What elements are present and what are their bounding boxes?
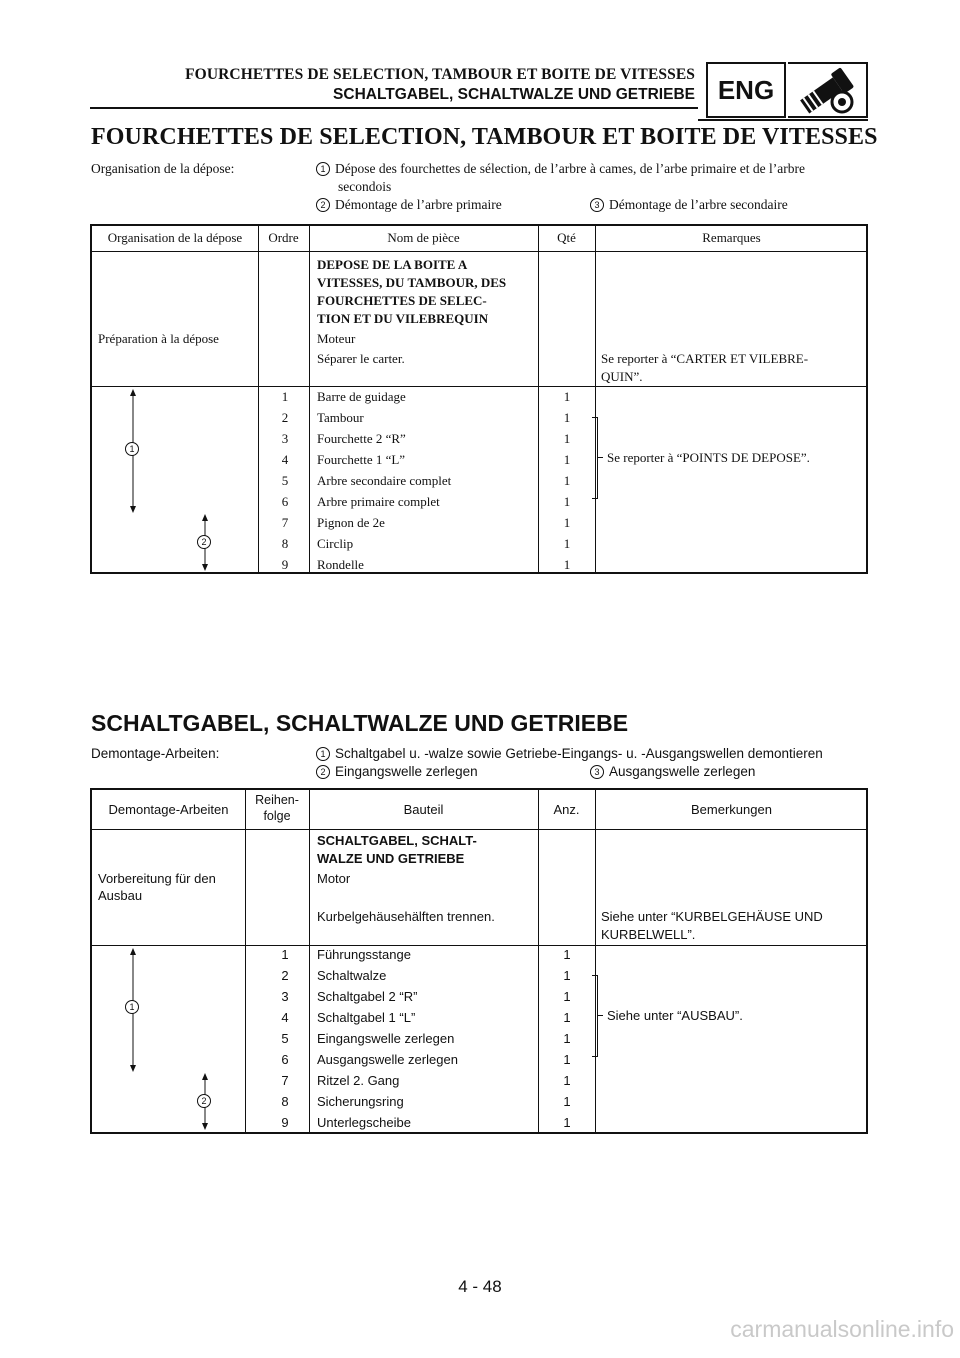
row-qty: 1 (563, 1094, 571, 1109)
col-header: Ordre (268, 230, 299, 245)
col-header: Bauteil (403, 801, 444, 817)
org-item-fr-2: 2 Démontage de l’arbre primaire (316, 197, 502, 213)
group-label-1: 1 (125, 1000, 139, 1014)
prep-title-line: DEPOSE DE LA BOITE A (317, 257, 468, 272)
header-title-fr: FOURCHETTES DE SELECTION, TAMBOUR ET BOITE DE VITESSES (185, 66, 695, 83)
page-number: 4 - 48 (458, 1277, 502, 1296)
row-part: Schaltwalze (317, 968, 387, 983)
row-order: 7 (281, 515, 289, 530)
row-qty: 1 (563, 389, 571, 404)
row-part: Ritzel 2. Gang (317, 1073, 400, 1088)
prep-title-line: WALZE UND GETRIEBE (317, 851, 465, 866)
group-arrows (92, 386, 258, 574)
row-order: 5 (281, 473, 289, 488)
row-part: Arbre primaire complet (317, 494, 440, 509)
row-order: 8 (281, 536, 289, 551)
row-qty: 1 (563, 473, 571, 488)
circled-number: 1 (316, 747, 330, 761)
removal-table-de (90, 788, 868, 1134)
org-item-fr-3: 3 Démontage de l’arbre secondaire (590, 197, 788, 213)
col-header-order: Reihen- folge (255, 793, 299, 823)
org-item-de-3: 3 Ausgangswelle zerlegen (590, 764, 755, 779)
row-qty: 1 (563, 1052, 571, 1067)
row-qty: 1 (563, 410, 571, 425)
wrench-bolt-icon (788, 64, 866, 118)
org-item-fr-1-cont: secondois (338, 179, 392, 194)
row-qty: 1 (563, 1115, 571, 1130)
row-order: 3 (281, 989, 289, 1004)
row-part: Barre de guidage (317, 389, 406, 404)
prep-remark: Siehe unter “KURBELGEHÄUSE UND (601, 909, 823, 924)
prep-title-line: SCHALTGABEL, SCHALT- (317, 833, 477, 848)
eng-badge: ENG (706, 62, 786, 118)
prep-item: Moteur (317, 331, 356, 346)
prep-title-line: VITESSES, DU TAMBOUR, DES (317, 275, 507, 290)
prep-item: Motor (317, 871, 351, 886)
bracket-remark: Se reporter à “POINTS DE DEPOSE”. (607, 450, 810, 465)
group-label-2: 2 (197, 1094, 211, 1108)
row-order: 9 (281, 1115, 289, 1130)
circled-number: 2 (316, 765, 330, 779)
circled-number: 2 (316, 198, 330, 212)
row-part: Fourchette 2 “R” (317, 431, 406, 446)
prep-item: Séparer le carter. (317, 351, 405, 366)
row-order: 8 (281, 1094, 289, 1109)
org-label-de: Demontage-Arbeiten: (91, 746, 220, 761)
prep-remark: KURBELWELL”. (601, 927, 696, 942)
row-part: Pignon de 2e (317, 515, 385, 530)
row-order: 7 (281, 1073, 289, 1088)
row-part: Unterlegscheibe (317, 1115, 411, 1130)
row-part: Circlip (317, 536, 354, 551)
row-qty: 1 (563, 494, 571, 509)
watermark: carmanualsonline.info (730, 1316, 954, 1342)
col-header: Nom de pièce (387, 230, 460, 245)
row-order: 6 (281, 1052, 289, 1067)
row-order: 4 (281, 452, 289, 467)
row-qty: 1 (563, 515, 571, 530)
row-part: Sicherungsring (317, 1094, 404, 1109)
row-order: 2 (281, 410, 289, 425)
icon-box (788, 62, 868, 118)
col-header: Organisation de la dépose (107, 230, 243, 245)
removal-table-fr (90, 224, 868, 574)
circled-number: 3 (590, 198, 604, 212)
row-order: 6 (281, 494, 289, 509)
prep-label: Préparation à la dépose (98, 331, 219, 346)
row-order: 5 (281, 1031, 289, 1046)
col-header: Anz. (553, 801, 580, 817)
row-part: Eingangswelle zerlegen (317, 1031, 455, 1046)
row-part: Schaltgabel 1 “L” (317, 1010, 416, 1025)
row-part: Tambour (317, 410, 364, 425)
header-title-de: SCHALTGABEL, SCHALTWALZE UND GETRIEBE (333, 86, 695, 103)
circled-number: 3 (590, 765, 604, 779)
prep-item: Kurbelgehäusehälften trennen. (317, 909, 495, 924)
row-qty: 1 (563, 968, 571, 983)
org-item-de-2: 2 Eingangswelle zerlegen (316, 764, 478, 779)
col-header: Bemerkungen (691, 801, 772, 817)
group-label-2: 2 (197, 535, 211, 549)
row-part: Fourchette 1 “L” (317, 452, 406, 467)
row-order: 2 (281, 968, 289, 983)
col-header: Remarques (702, 230, 761, 245)
bracket-remark: Siehe unter “AUSBAU”. (607, 1008, 743, 1023)
row-qty: 1 (563, 536, 571, 551)
row-qty: 1 (563, 1010, 571, 1025)
prep-remark: QUIN”. (601, 369, 643, 384)
org-label-fr: Organisation de la dépose: (91, 161, 235, 176)
section-title-fr: FOURCHETTES DE SELECTION, TAMBOUR ET BOITE DE VITESSES (91, 124, 878, 150)
row-part: Arbre secondaire complet (317, 473, 452, 488)
row-qty: 1 (563, 947, 571, 962)
row-order: 3 (281, 431, 289, 446)
row-order: 4 (281, 1010, 289, 1025)
org-item-de-1: 1 Schaltgabel u. -walze sowie Getriebe-Eingangs- u. -Ausgangswellen demontieren (316, 746, 823, 761)
bracket (592, 975, 598, 1057)
prep-title-line: TION ET DU VILEBREQUIN (317, 311, 489, 326)
circled-number: 1 (316, 162, 330, 176)
row-order: 1 (281, 389, 289, 404)
row-part: Rondelle (317, 557, 364, 572)
row-qty: 1 (563, 1073, 571, 1088)
bracket (592, 417, 598, 499)
section-title-de: SCHALTGABEL, SCHALTWALZE UND GETRIEBE (91, 710, 629, 736)
org-item-fr-1: 1 Dépose des fourchettes de sélection, de l’arbre à cames, de l’arbe primaire et de l’arbre (316, 161, 805, 177)
row-qty: 1 (563, 989, 571, 1004)
group-label-1: 1 (125, 442, 139, 456)
row-part: Ausgangswelle zerlegen (317, 1052, 458, 1067)
col-header: Qté (557, 230, 576, 245)
prep-label: Ausbau (98, 888, 143, 903)
prep-label: Vorbereitung für den (98, 871, 216, 886)
row-qty: 1 (563, 557, 571, 572)
row-part: Schaltgabel 2 “R” (317, 989, 418, 1004)
row-qty: 1 (563, 431, 571, 446)
row-qty: 1 (563, 1031, 571, 1046)
prep-title-line: FOURCHETTES DE SELEC- (317, 293, 487, 308)
group-arrows (92, 945, 245, 1134)
row-part: Führungsstange (317, 947, 411, 962)
prep-remark: Se reporter à “CARTER ET VILEBRE- (601, 351, 809, 366)
row-order: 9 (281, 557, 289, 572)
header-rule (90, 107, 698, 109)
row-qty: 1 (563, 452, 571, 467)
col-header: Demontage-Arbeiten (108, 801, 229, 817)
row-order: 1 (281, 947, 289, 962)
